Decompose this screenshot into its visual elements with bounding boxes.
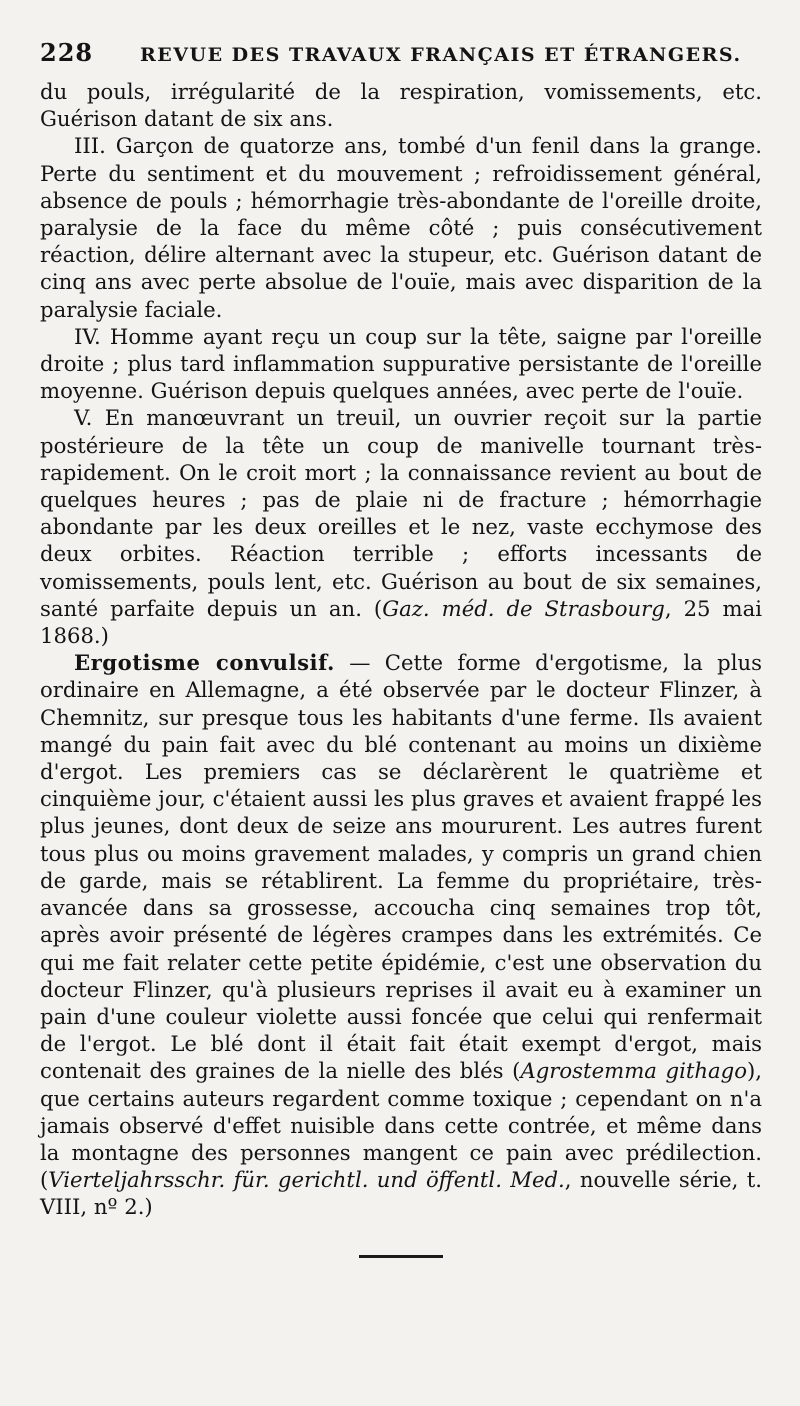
- page-header: [40, 38, 762, 74]
- section-text-3: , nouvelle série, t. VIII, nº 2.): [40, 1167, 762, 1220]
- ergotism-section: [40, 649, 762, 1220]
- section-citation-journal: Vierteljahrsschr. für. gerichtl. und öffentl. Med.: [48, 1167, 565, 1193]
- article-body: [40, 78, 762, 1221]
- page-number: 228: [40, 38, 94, 67]
- species-name: Agrostemma githago: [520, 1058, 747, 1084]
- case-iv: IV. Homme ayant reçu un coup sur la tête, saigne par l'oreille droite ; plus tard inflammation suppurative persistante de l'oreille moyenne. Guérison depuis quelques années, avec perte de l'ouïe.: [40, 323, 762, 404]
- case-v: [40, 404, 762, 649]
- running-title: REVUE DES TRAVAUX FRANÇAIS ET ÉTRANGERS.: [140, 44, 742, 66]
- section-text-2: ), que certains auteurs regardent comme toxique ; cependant on n'a jamais observé d'effet nuisible dans cette contrée, et même dans la montagne des personnes mangent ce pain avec prédilection. (: [40, 1058, 762, 1193]
- end-rule: [359, 1255, 443, 1258]
- case-v-text: V. En manœuvrant un treuil, un ouvrier reçoit sur la partie postérieure de la tête un coup de manivelle tournant très-rapidement. On le croit mort ; la connaissance revient au bout de quelques heures ; pas de plaie ni de fracture ; hémorrhagie abondante par les deux oreilles et le nez, vaste ecchymose des deux orbites. Réaction terrible ; efforts incessants de vomissements, pouls lent, etc. Guérison au bout de six semaines, santé parfaite depuis un an.: [40, 405, 762, 621]
- citation-open: (: [373, 595, 383, 621]
- section-title: Ergotisme convulsif.: [74, 650, 335, 676]
- citation-journal: Gaz. méd. de Strasbourg: [382, 595, 665, 621]
- page: [40, 38, 762, 1258]
- paragraph-continued: du pouls, irrégularité de la respiration, vomissements, etc. Guérison datant de six ans.: [40, 79, 762, 132]
- section-text-1: — Cette forme d'ergotisme, la plus ordinaire en Allemagne, a été observée par le docteur Flinzer, à Chemnitz, sur presque tous les habitants d'une ferme. Ils avaient mangé du pain fait avec du blé contenant au moins un dixième d'ergot. Les premiers cas se déclarèrent le quatrième et cinquième jour, c'étaient aussi les plus graves et avaient frappé les plus jeunes, dont deux de seize ans moururent. Les autres furent tous plus ou moins gravement malades, y compris un grand chien de garde, mais se rétablirent. La femme du propriétaire, très-avancée dans sa grossesse, accoucha cinq semaines trop tôt, après avoir présenté de légères crampes dans les extrémités. Ce qui me fait relater cette petite épidémie, c'est une observation du docteur Flinzer, qu'à plusieurs reprises il avait eu à examiner un pain d'une couleur violette aussi foncée que celui qui renfermait de l'ergot. Le blé dont il était fait était exempt d'ergot, mais contenait des graines de la nielle des blés (: [40, 650, 763, 1084]
- citation-date: , 25 mai 1868.): [40, 595, 762, 649]
- case-iii: III. Garçon de quatorze ans, tombé d'un fenil dans la grange. Perte du sentiment et du mouvement ; refroidissement général, absence de pouls ; hémorrhagie très-abondante de l'oreille droite, paralysie de la face du même côté ; puis consécutivement réaction, délire alternant avec la stupeur, etc. Guérison datant de cinq ans avec perte absolue de l'ouïe, mais avec disparition de la paralysie faciale.: [40, 133, 762, 322]
